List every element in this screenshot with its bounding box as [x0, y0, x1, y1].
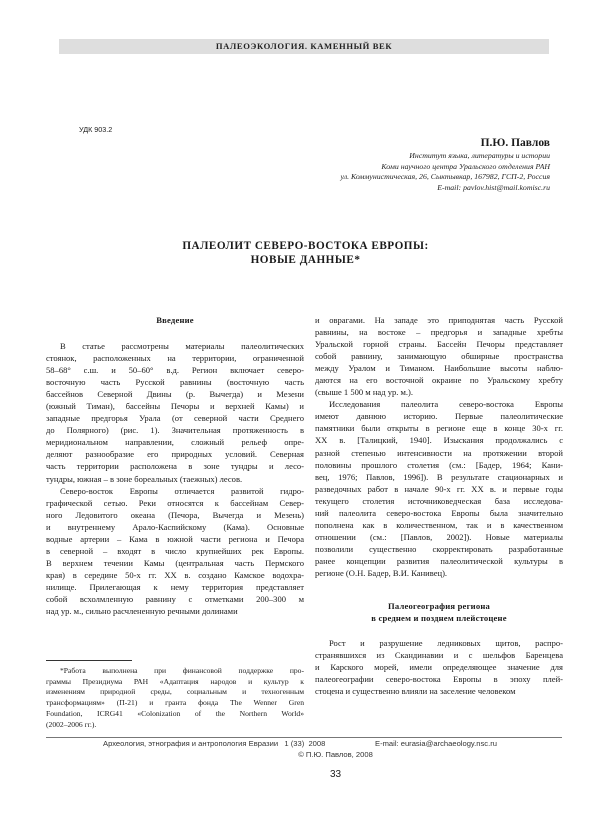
text-line: странявшихся из Скандинавии и с шельфов Баренцева [315, 650, 563, 661]
left-column [46, 314, 304, 617]
paragraph [46, 340, 304, 485]
heading-line-2: в среднем и позднем плейстоцене [371, 613, 507, 624]
text-line: (свыше 1 500 м над ур. м.). [315, 387, 414, 398]
paragraph [315, 637, 563, 697]
text-line: до Полярного) (рис. 1). Значительная протяженность в [46, 425, 304, 436]
text-line: 58–68° с.ш. и 50–60° в.д. Регион включает северо- [46, 365, 304, 376]
text-line: графической сетью. Реки относятся к бассейнам Север- [46, 497, 304, 508]
text-line: водные артерии – Кама в южной части региона и Печора [46, 533, 304, 544]
text-line: восточную часть Русской равнины (восточную часть [46, 377, 304, 388]
paragraph [46, 485, 304, 618]
text-line: *Работа выполнена при финансовой поддержке про- [60, 666, 304, 675]
paragraph [315, 398, 563, 579]
text-line: ний палеолита северо-востока Европы была значительно [315, 507, 563, 518]
text-line: граммы Президиума РАН «Адаптация народов и культур к [46, 676, 304, 686]
title-line-2: НОВЫЕ ДАННЫЕ* [250, 254, 361, 266]
footer-divider [46, 737, 562, 738]
text-line: западные предгорья Урала (от северной части Среднего [46, 413, 304, 424]
heading-line-1: Палеогеография региона [388, 601, 490, 612]
text-line: часть территории расположена в зоне тундры и лесо- [46, 461, 304, 472]
text-line: и внутреннему Арало-Каспийскому (Кама). Основные [46, 521, 304, 532]
text-line: в северной – входят в число крупнейших рек Европы. [46, 545, 304, 556]
section-heading-introduction: Введение [156, 315, 194, 325]
text-line: изменениям природной среды, социальным и техногенным [46, 687, 304, 697]
text-line: палеогеографии северо-востока Европы в эпоху плей- [315, 674, 563, 685]
text-line: регионе (О.Н. Бадер, В.И. Канивец). [315, 567, 448, 578]
text-line: имеют давнюю историю. Первые палеолитические [315, 411, 563, 422]
author-name: П.Ю. Павлов [480, 137, 550, 149]
text-line: Foundation, ICRG41 «Colonization of the Northern World» [46, 708, 304, 718]
text-line: В статье рассмотрены материалы палеолитических [60, 341, 304, 351]
text-line: трансформациям» (П-21) и гранта фонда The Wenner Gren [46, 698, 304, 708]
text-line: и оврагами. На западе это приподнятая часть Русской [315, 315, 563, 325]
right-column [315, 314, 563, 697]
text-line: стоцена и существенно влияли на заселение человеком [315, 686, 516, 697]
text-line: разведочных работ в начале 90-х гг. XX в. и первые годы [315, 483, 563, 494]
text-line: ного Ледовитого океана (Печора, Вычегда и Мезень) [46, 509, 304, 520]
text-line: В верхнем течении Камы (центральная часть Пермского [46, 557, 304, 568]
journal-email[interactable]: E-mail: eurasia@archaeology.nsc.ru [375, 739, 497, 748]
text-line: равнины, на востоке – предгорья и западные хребты [315, 327, 563, 338]
text-line: Исследования палеолита северо-востока Европы [329, 399, 563, 410]
text-line: тундры, южная – в зоне бореальных (таежных) лесов. [46, 473, 243, 484]
text-line: нилище. Прилегающая к нему территория представляет [46, 581, 304, 592]
text-line: деляют разнообразие его природных условий. Северная [46, 449, 304, 460]
text-line: бассейнов Северной Двины (р. Вычегда) и Мезени [46, 389, 304, 400]
text-line: Рост и разрушение ледниковых щитов, распро- [329, 638, 563, 649]
affiliation-line: Институт языка, литературы и истории [409, 151, 550, 160]
text-line: пополнена как в количественном, так и в качественном [315, 519, 563, 530]
text-line: стоянок, расположенных на территории, ограниченной [46, 353, 304, 364]
footnote-divider [46, 660, 132, 661]
title-line-1: ПАЛЕОЛИТ СЕВЕРО-ВОСТОКА ЕВРОПЫ: [182, 240, 429, 252]
text-line: (2002–2006 гг.). [46, 719, 97, 729]
text-line: даются на его восточной окраине по Уральскому хребту [315, 375, 563, 386]
paragraph [315, 314, 563, 398]
text-line: собой всхолмленную равнину с отметками 200–300 м [46, 593, 304, 604]
text-line: вец, 1976; Павлов, 1996]). В результате стационарных и [315, 471, 563, 482]
author-email[interactable]: E-mail: pavlov.hist@mail.komisc.ru [437, 182, 550, 192]
page-number: 33 [329, 769, 342, 780]
text-line: половины прошлого столетия (см.: [Бадер, 1964; Кани- [315, 459, 563, 470]
journal-citation: Археология, этнография и антропология Евразии 1 (33) 2008 [103, 739, 326, 748]
text-line: отношении (см.: [Павлов, 2002]). Новые материалы [315, 531, 563, 542]
text-line: между Уралом и Тиманом. Наибольшие высоты наблю- [315, 363, 563, 374]
running-header: ПАЛЕОЭКОЛОГИЯ. КАМЕННЫЙ ВЕК [59, 39, 549, 54]
text-line: ранее концепции развития палеолитической культуры в [315, 555, 563, 566]
footnote [46, 666, 304, 730]
text-line: края) в середине 50-х гг. XX в. создано Камское водохра- [46, 569, 304, 580]
affiliation-line: Коми научного центра Уральского отделения РАН [381, 161, 550, 171]
text-line: меридиональном направлении, сложный рельеф опре- [46, 437, 304, 448]
text-line: Северо-восток Европы отличается развитой гидро- [60, 485, 304, 496]
affiliation-address: ул. Коммунистическая, 26, Сыктывкар, 167982, ГСП-2, Россия [340, 172, 550, 181]
text-line: разной степенью интенсивности на протяжении второй [315, 447, 563, 458]
article-title [0, 239, 611, 267]
text-line: (южный Тиман), бассейны Печоры и верхней Камы) и [46, 401, 304, 412]
text-line: собой равнину, занимающую обширные пространства [315, 351, 563, 362]
text-line: памятники были открыты в регионе еще в конце 30-х гг. [315, 423, 563, 434]
text-line: над ур. м., сильно расчлененную речными долинами [46, 606, 238, 617]
text-line: текущего столетия источниковедческая база исследова- [315, 495, 563, 506]
author-block [340, 136, 550, 193]
text-line: XX в. [Талицкий, 1940]. Изыскания продолжались с [315, 435, 563, 446]
udk-code: УДК 903.2 [79, 125, 113, 134]
copyright: © П.Ю. Павлов, 2008 [298, 750, 373, 759]
section-heading-paleogeography [315, 600, 563, 624]
text-line: позволили существенно скорректировать разработанные [315, 543, 563, 554]
text-line: Уральской горной страны. Бассейн Печоры представляет [315, 339, 563, 350]
text-line: и Карского морей, имели определяющее значение для [315, 662, 563, 673]
